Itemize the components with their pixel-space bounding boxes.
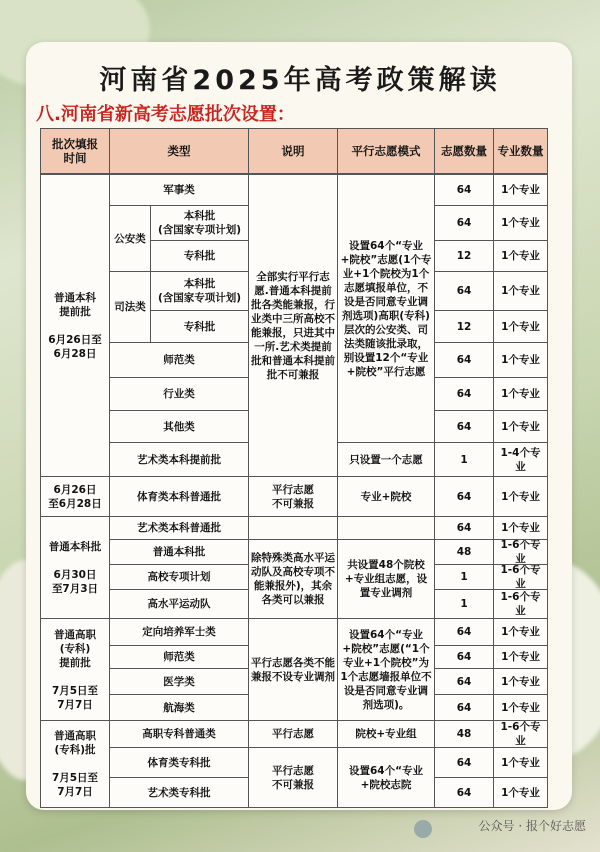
header-type: 类型	[109, 128, 249, 174]
type-hangye: 行业类	[109, 377, 249, 411]
wechat-icon	[414, 820, 432, 838]
count-cell: 64	[434, 377, 494, 411]
count-cell: 64	[434, 516, 494, 540]
header-desc: 说明	[248, 128, 338, 174]
type-shifan: 师范类	[109, 342, 249, 378]
count-cell: 64	[434, 618, 494, 646]
major-cell: 1-4个专业	[493, 442, 548, 477]
batch4-label: 普通高职 (专科) 提前批 7月5日至 7月7日	[40, 618, 110, 721]
type-junshi: 军事类	[109, 174, 249, 206]
type-gaoxiao-zhuanxiang: 高校专项计划	[109, 564, 249, 590]
batch1-mode: 设置64个“专业+院校”志愿(1个专业+1个院校为1个志愿填报单位，不设是否同意专业调剂选项)高职(专科)层次的公安类、司法类随该批录取，别设置12个“专业+院校”平行志愿	[337, 174, 435, 443]
count-cell: 64	[434, 668, 494, 695]
major-cell: 1个专业	[493, 516, 548, 540]
type-sifa: 司法类	[109, 271, 151, 343]
type-yishu-benke: 艺术类本科普通批	[109, 516, 249, 540]
type-putong-benke: 普通本科批	[109, 539, 249, 565]
type-dingxiang-junshi: 定向培养军士类	[109, 618, 249, 646]
major-cell: 1-6个专业	[493, 564, 548, 590]
header-major: 专业数量	[493, 128, 548, 174]
major-cell: 1个专业	[493, 410, 548, 443]
major-cell: 1个专业	[493, 271, 548, 311]
batch3-label: 普通本科批 6月30日 至7月3日	[40, 516, 110, 619]
batch5-desc2: 平行志愿 不可兼报	[248, 747, 338, 808]
type-tiyu-benke: 体育类本科普通批	[109, 476, 249, 517]
type-sifa-benke: 本科批 (含国家专项计划)	[150, 271, 249, 311]
count-cell: 48	[434, 539, 494, 565]
type-qita: 其他类	[109, 410, 249, 443]
batch1-mode-art: 只设置一个志愿	[337, 442, 435, 477]
major-cell: 1个专业	[493, 377, 548, 411]
batch4-desc: 平行志愿各类不能兼报不设专业调剂	[248, 618, 338, 721]
major-cell: 1个专业	[493, 174, 548, 206]
header-time: 批次填报 时间	[40, 128, 110, 174]
major-cell: 1个专业	[493, 618, 548, 646]
major-cell: 1个专业	[493, 240, 548, 272]
count-cell: 1	[434, 589, 494, 619]
type-hanghai: 航海类	[109, 694, 249, 721]
major-cell: 1-6个专业	[493, 720, 548, 748]
type-tiyu-zhuanke: 体育类专科批	[109, 747, 249, 778]
count-cell: 64	[434, 747, 494, 778]
batch2-mode: 专业+院校	[337, 476, 435, 517]
type-gaozhi-putong: 高职专科普通类	[109, 720, 249, 748]
empty-cell	[337, 516, 435, 540]
count-cell: 64	[434, 476, 494, 517]
major-cell: 1个专业	[493, 310, 548, 343]
type-gongan-benke: 本科批 (含国家专项计划)	[150, 205, 249, 241]
batch-table	[40, 128, 548, 808]
type-sifa-zhuanke: 专科批	[150, 310, 249, 343]
batch2-desc: 平行志愿 不可兼报	[248, 476, 338, 517]
count-cell: 64	[434, 342, 494, 378]
major-cell: 1个专业	[493, 476, 548, 517]
major-cell: 1个专业	[493, 694, 548, 721]
type-yishu-tiqian: 艺术类本科提前批	[109, 442, 249, 477]
major-cell: 1个专业	[493, 205, 548, 241]
major-cell: 1个专业	[493, 342, 548, 378]
count-cell: 64	[434, 174, 494, 206]
major-cell: 1个专业	[493, 645, 548, 669]
count-cell: 64	[434, 694, 494, 721]
count-cell: 64	[434, 205, 494, 241]
major-cell: 1个专业	[493, 747, 548, 778]
page-title: 河南省2025年高考政策解读	[99, 65, 501, 96]
batch5-desc1: 平行志愿	[248, 720, 338, 748]
batch1-label: 普通本科 提前批 6月26日至 6月28日	[40, 174, 110, 477]
count-cell: 64	[434, 645, 494, 669]
batch5-label: 普通高职 (专科)批 7月5日至 7月7日	[40, 720, 110, 808]
type-gaoshuiping: 高水平运动队	[109, 589, 249, 619]
major-cell: 1-6个专业	[493, 539, 548, 565]
count-cell: 1	[434, 442, 494, 477]
batch3-desc: 除特殊类高水平运动队及高校专项不能兼报外)，其余各类可以兼报	[248, 539, 338, 619]
batch5-mode2: 设置64个“专业+院校志院	[337, 747, 435, 808]
type-yishu-zhuanke: 艺术类专科批	[109, 777, 249, 808]
count-cell: 64	[434, 271, 494, 311]
type-zhuanke-shifan: 师范类	[109, 645, 249, 669]
major-cell: 1-6个专业	[493, 589, 548, 619]
count-cell: 12	[434, 240, 494, 272]
empty-cell	[248, 516, 338, 540]
type-yixue: 医学类	[109, 668, 249, 695]
count-cell: 64	[434, 410, 494, 443]
header-mode: 平行志愿模式	[337, 128, 435, 174]
count-cell: 1	[434, 564, 494, 590]
major-cell: 1个专业	[493, 668, 548, 695]
type-gongan: 公安类	[109, 205, 151, 272]
count-cell: 64	[434, 777, 494, 808]
batch4-mode: 设置64个“专业+院校”志愿(“1个专业+1个院校”为1个志愿墙报单位不设是否同意专业调剂选项)。	[337, 618, 435, 721]
type-gongan-zhuanke: 专科批	[150, 240, 249, 272]
watermark: 公众号 · 报个好志愿	[478, 819, 586, 833]
header-count: 志愿数量	[434, 128, 494, 174]
count-cell: 12	[434, 310, 494, 343]
count-cell: 48	[434, 720, 494, 748]
batch1-desc: 全部实行平行志愿.普通本科提前批各类能兼报，行业类中三所高校不能兼报，只进其中一所.艺术类提前批和普通本科提前批不可兼报	[248, 174, 338, 477]
major-cell: 1个专业	[493, 777, 548, 808]
section-subtitle: 八.河南省新高考志愿批次设置：	[36, 104, 295, 125]
batch2-label: 6月26日 至6月28日	[40, 476, 110, 517]
batch5-mode1: 院校+专业组	[337, 720, 435, 748]
batch3-mode: 共设置48个院校+专业组志愿，设置专业调剂	[337, 539, 435, 619]
